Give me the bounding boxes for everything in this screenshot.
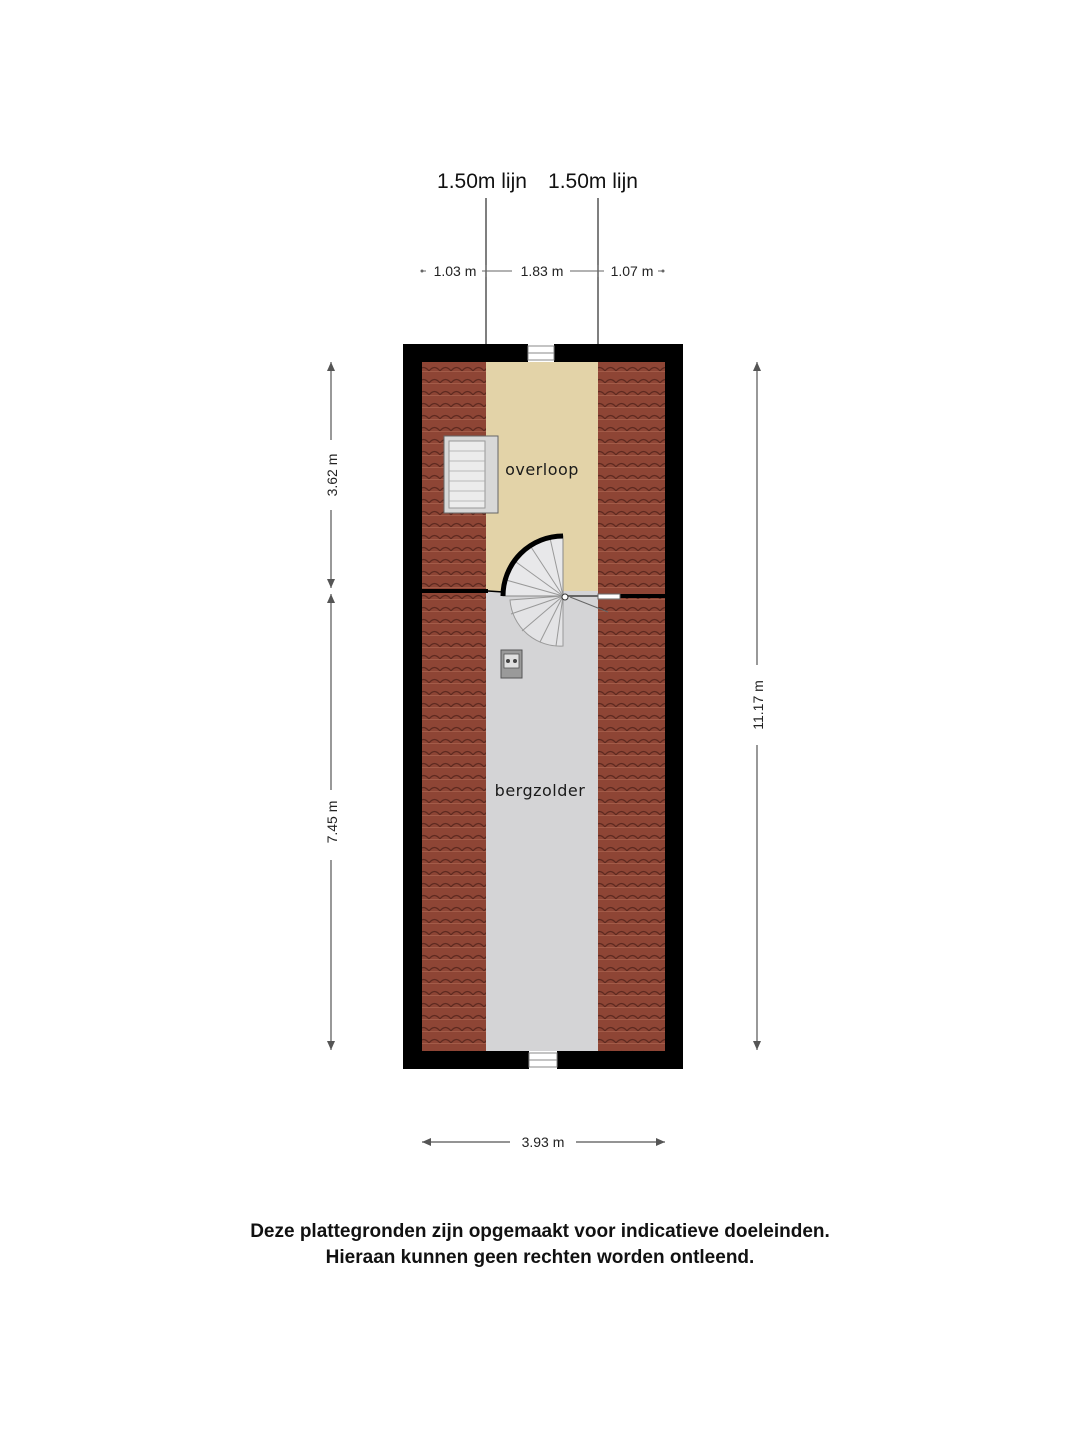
skylight bbox=[444, 436, 498, 513]
dimension-left-upper: 3.62 m bbox=[324, 453, 340, 497]
height-line-label-left: 1.50m lijn bbox=[437, 170, 527, 193]
dimension-top-right: 1.07 m bbox=[610, 263, 654, 279]
window-bottom bbox=[529, 1053, 557, 1067]
height-line-label-right: 1.50m lijn bbox=[548, 170, 638, 193]
dimension-right-total: 11.17 m bbox=[750, 680, 766, 730]
dimension-bottom-width: 3.93 m bbox=[521, 1134, 565, 1150]
disclaimer-line-1: Deze plattegronden zijn opgemaakt voor indicatieve doeleinden. bbox=[250, 1221, 830, 1242]
dimension-top-left: 1.03 m bbox=[433, 263, 477, 279]
window-top bbox=[528, 346, 554, 360]
disclaimer-line-2: Hieraan kunnen geen rechten worden ontleend. bbox=[325, 1247, 755, 1268]
dimension-top-middle: 1.83 m bbox=[520, 263, 564, 279]
dimension-left-lower: 7.45 m bbox=[324, 800, 340, 844]
boiler-icon bbox=[501, 650, 522, 678]
room-label-overloop: overloop bbox=[505, 460, 579, 479]
roof-tiles-right bbox=[598, 362, 665, 1051]
room-label-bergzolder: bergzolder bbox=[494, 781, 586, 800]
